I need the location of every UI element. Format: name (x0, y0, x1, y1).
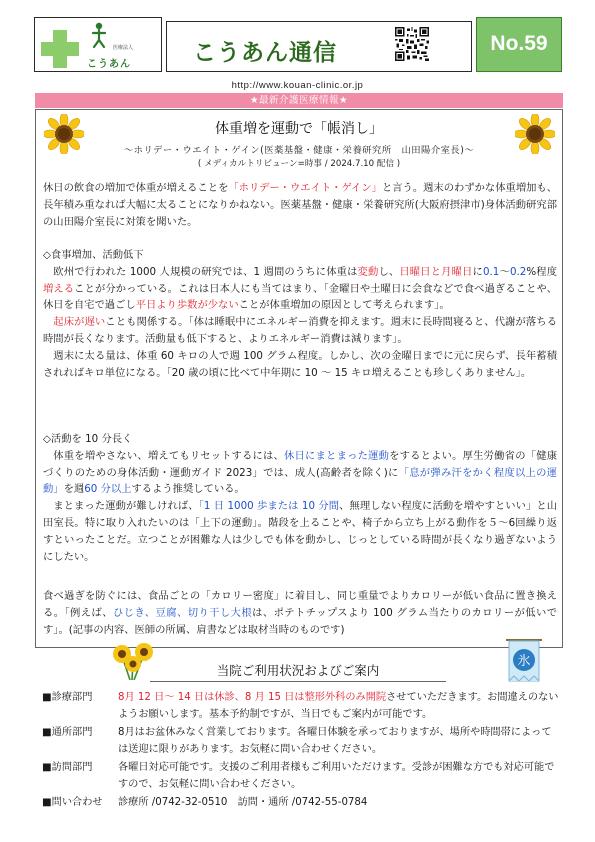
article-closing: 食べ過ぎを防ぐには、食品ごとの「カロリー密度」に着目し、同じ重量でよりカロリーが低い食品に置き換える。「例えば、ひじき、豆腐、切り干し大根は、ポテトチップスより 100 グラム当たりのカロリーが低いです」。(記事の内容、医師の所属、肩書などは取材当時のものです) (43, 590, 557, 636)
article-intro: 休日の飲食の増加で体重が増えることを「ホリデー・ウエイト・ゲイン」と言う。週末のわずかな体重増加も、長年積み重なれば大幅に太ることになりかねない。医薬基盤・健康・栄養研究所(大阪府摂津市)身体活動研究部の山田陽介室長に対策を聞いた。 (43, 182, 558, 228)
section-heading: ◇食事増加、活動低下 (43, 249, 144, 261)
issue-number: No.59 (490, 32, 548, 55)
section-band: ★最新介護医療情報★ (35, 93, 563, 108)
notice-body: 8月はお盆休みなく営業しております。各曜日体験を承っておりますが、場所や時間帯によっては送迎に限りがあります。お気軽に問い合わせください。 (118, 727, 552, 755)
logo-name: こうあん (87, 59, 131, 70)
qr-code-icon[interactable] (395, 27, 429, 61)
article-subtitle: ～ホリデー・ウエイト・ゲイン(医薬基盤・健康・栄養研究所 山田陽介室長)～ (123, 145, 475, 156)
notice-label: ■通所部門 (42, 727, 93, 738)
issue-number-box (476, 17, 562, 72)
notice-label: ■問い合わせ (42, 797, 103, 808)
clinic-logo (34, 17, 162, 72)
logo-org-label: 医療法人 (113, 45, 134, 51)
notice-label: ■診療部門 (42, 692, 93, 703)
notice-body: 各曜日対応可能です。支援のご利用者様もご利用いただけます。受診が困難な方でも対応可能ですので、お気軽に問い合わせください。 (118, 762, 555, 790)
logo-figure-icon (89, 22, 109, 48)
paragraph: 起床が遅いことも関係する。「体は睡眠中にエネルギー消費を抑えます。週末に長時間寝ると、代謝が落ちる時間が長くなります。活動量も低下すると、よりエネルギー消費は減ります」。 (43, 316, 558, 345)
article-source: ( メディカルトリビューン=時事 / 2024.7.10 配信 ) (197, 159, 401, 169)
kakigori-banner-icon (500, 636, 548, 686)
website-url[interactable]: http://www.kouan-clinic.or.jp (231, 80, 364, 91)
section-food (43, 247, 557, 381)
sunflower-icon (44, 114, 84, 154)
article-title: 体重増を運動で「帳消し」 (215, 121, 383, 137)
paragraph: 週末に太る量は、体重 60 キロの人で週 100 グラム程度。しかし、次の金曜日までに元に戻らず、長年蓄積されればキロ単位になる。「20 歳の頃に比べて中年期に 10 ～ 15 キロ増えることも珍しくありません」。 (43, 349, 557, 379)
section-activity (43, 431, 557, 565)
notice-body: 8月 12 日～ 14 日は休診、8 月 15 日は整形外科のみ開院させていただきます。お間違えのないようお願いします。基本予約制ですが、当日でもご案内が可能です。 (118, 692, 559, 720)
paragraph: 欧州で行われた 1000 人規模の研究では、1 週間のうちに体重は変動し、日曜日と月曜日に0.1～0.2%程度増えることが分かっている。これは日本人にも当てはまり、「金曜日や土曜日に会食などで食べ過ぎることや、休日を自宅で過ごし平日より歩数が少ないことが体重増加の原因として考えられます」。 (43, 265, 558, 312)
sunflower-icon (515, 114, 555, 154)
newsletter-title-box (166, 21, 472, 72)
kakigori-badge-text: 氷 (517, 654, 531, 669)
notice-label: ■訪問部門 (42, 762, 93, 773)
notice-title: 当院ご利用状況およびご案内 (150, 661, 446, 682)
paragraph: まとまった運動が難しければ、「1 日 1000 歩または 10 分間、無理しない程度に活動を増やすといい」と山田室長。特に取り入れたいのは「上下の運動」。階段を上ることや、椅子から立ち上がる動作を５～6回繰り返すといったことだ。立つことが困難な人は少しでも体を動かし、じっとしている時間が長くなり過ぎないようにしたい。 (43, 500, 558, 563)
contact-phone-numbers[interactable]: 診療所 /0742-32-0510 訪問・通所 /0742-55-0784 (118, 797, 368, 808)
newsletter-title: こうあん通信 (193, 40, 337, 66)
article-header (90, 118, 508, 169)
paragraph: 体重を増やさない、増えてもリセットするには、休日にまとまった運動をするとよい。厚生労働省の「健康づくりのための身体活動・運動ガイド 2023」では、成人(高齢者を除く)に「息が弾み汗をかく程度以上の運動」を週60 分以上するよう推奨している。 (43, 449, 558, 496)
section-heading: ◇活動を 10 分長く (43, 433, 133, 445)
